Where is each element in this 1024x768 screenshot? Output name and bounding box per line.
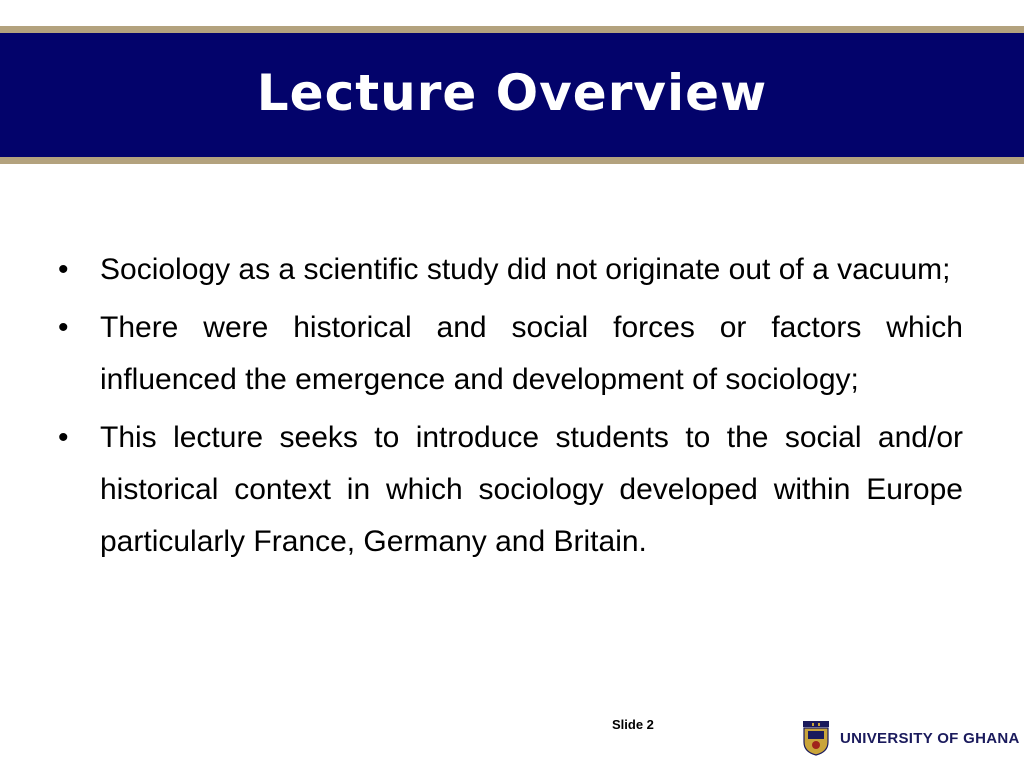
slide-number: Slide 2: [612, 717, 654, 732]
bullet-icon: •: [58, 253, 69, 286]
bullet-text: There were historical and social forces or factors which influenced the emergence and development of sociology;: [100, 311, 963, 396]
bullet-icon: •: [58, 311, 69, 344]
bullet-item: [58, 244, 963, 296]
bullet-icon: •: [58, 421, 69, 454]
bullet-text: This lecture seeks to introduce students to the social and/or historical context in which sociology developed within Europe particularly France, Germany and Britain.: [100, 421, 963, 558]
title-bar: [0, 33, 1024, 157]
logo-text: UNIVERSITY OF GHANA: [840, 729, 1020, 747]
university-crest-icon: [802, 720, 830, 756]
slide-title: Lecture Overview: [256, 64, 768, 122]
title-bottom-rule: [0, 157, 1024, 164]
university-logo: [802, 718, 1022, 758]
title-top-rule: [0, 26, 1024, 33]
bullet-text: Sociology as a scientific study did not originate out of a vacuum;: [100, 253, 951, 286]
bullet-item: [58, 302, 963, 406]
bullet-item: [58, 412, 963, 568]
bullet-list: [58, 244, 963, 574]
